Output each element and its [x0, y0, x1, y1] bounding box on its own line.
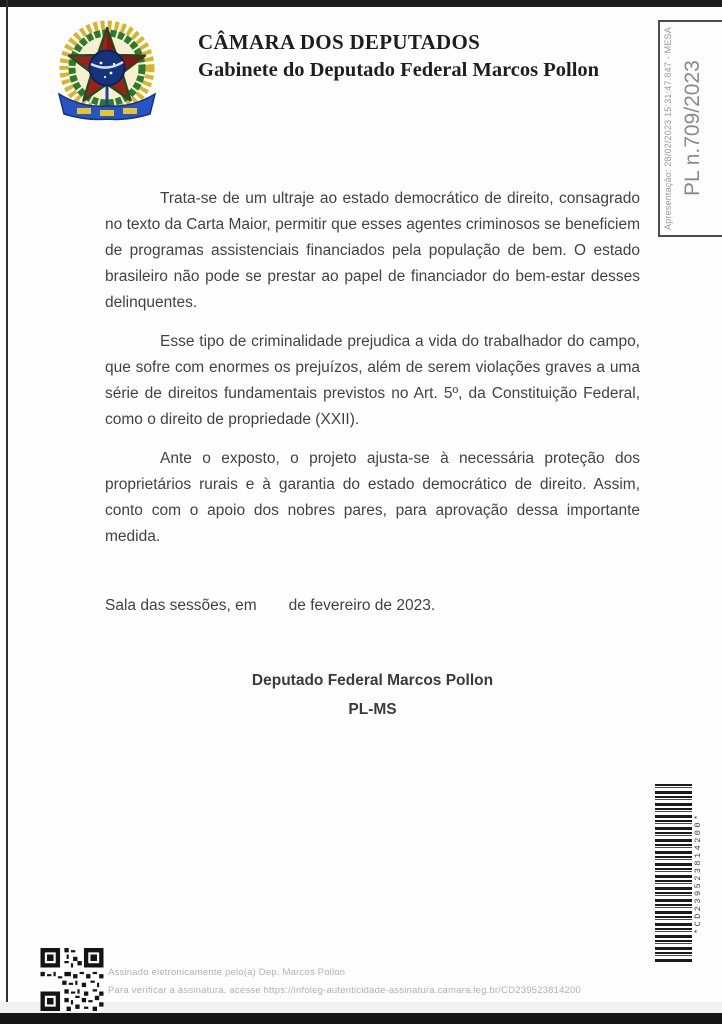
scan-strip [0, 1002, 722, 1013]
scan-border-left [6, 0, 8, 1024]
stamp-box [658, 20, 722, 237]
electronic-signature-note [108, 964, 581, 1000]
org-title: CÂMARA DOS DEPUTADOS [198, 30, 481, 54]
date-prefix: Sala das sessões, em [105, 597, 257, 614]
paragraph: Ante o exposto, o projeto ajusta-se à necessária proteção dos proprietários rurais e à garantia do estado democrático de direito. Assim, conto com o apoio dos nobres pares, para aprovação dessa importante medida. [105, 450, 640, 545]
signature-note-line1: Assinado eletronicamente pelo(a) Dep. Marcos Pollon [108, 967, 346, 978]
qr-code-icon [40, 948, 104, 1011]
paragraph: Esse tipo de criminalidade prejudica a vida do trabalhador do campo, que sofre com enormes os prejuízos, além de serem violações graves a uma série de direitos fundamentais previstos no Art. 5º, da Constituição Federal, como o direito de propriedade (XXII). [105, 333, 640, 428]
signature-block [105, 668, 640, 723]
stamp-presentation-text: Apresentação: 28/02/2023 15:31:47.847 - MESA [663, 27, 673, 230]
scan-border-bottom [0, 1013, 722, 1024]
signature-name: Deputado Federal Marcos Pollon [251, 672, 494, 689]
signature-party: PL-MS [348, 701, 397, 718]
barcode-value: *CD239523814200* [693, 812, 703, 934]
document-body [105, 186, 640, 723]
paragraph: Trata-se de um ultraje ao estado democrático de direito, consagrado no texto da Carta Maior, permitir que esses agentes criminosos se beneficiem de programas assistenciais financiados pela população de bem. O estado brasileiro não pode se prestar ao papel de financiador do bem-estar desses delinquentes. [105, 190, 640, 311]
coat-of-arms-icon [46, 20, 168, 128]
date-suffix: de fevereiro de 2023. [288, 597, 436, 614]
signature-note-line2: Para verificar a assinatura, acesse https://infoleg-autenticidade-assinatura.camara.leg.br/CD239523814200 [108, 985, 582, 996]
stamp-bill-number: PL n.709/2023 [681, 60, 704, 197]
document-header [198, 28, 648, 84]
scan-border-top [0, 0, 722, 7]
office-subtitle: Gabinete do Deputado Federal Marcos Pollon [198, 59, 600, 81]
session-date-line [105, 593, 640, 619]
barcode-icon [655, 784, 692, 962]
